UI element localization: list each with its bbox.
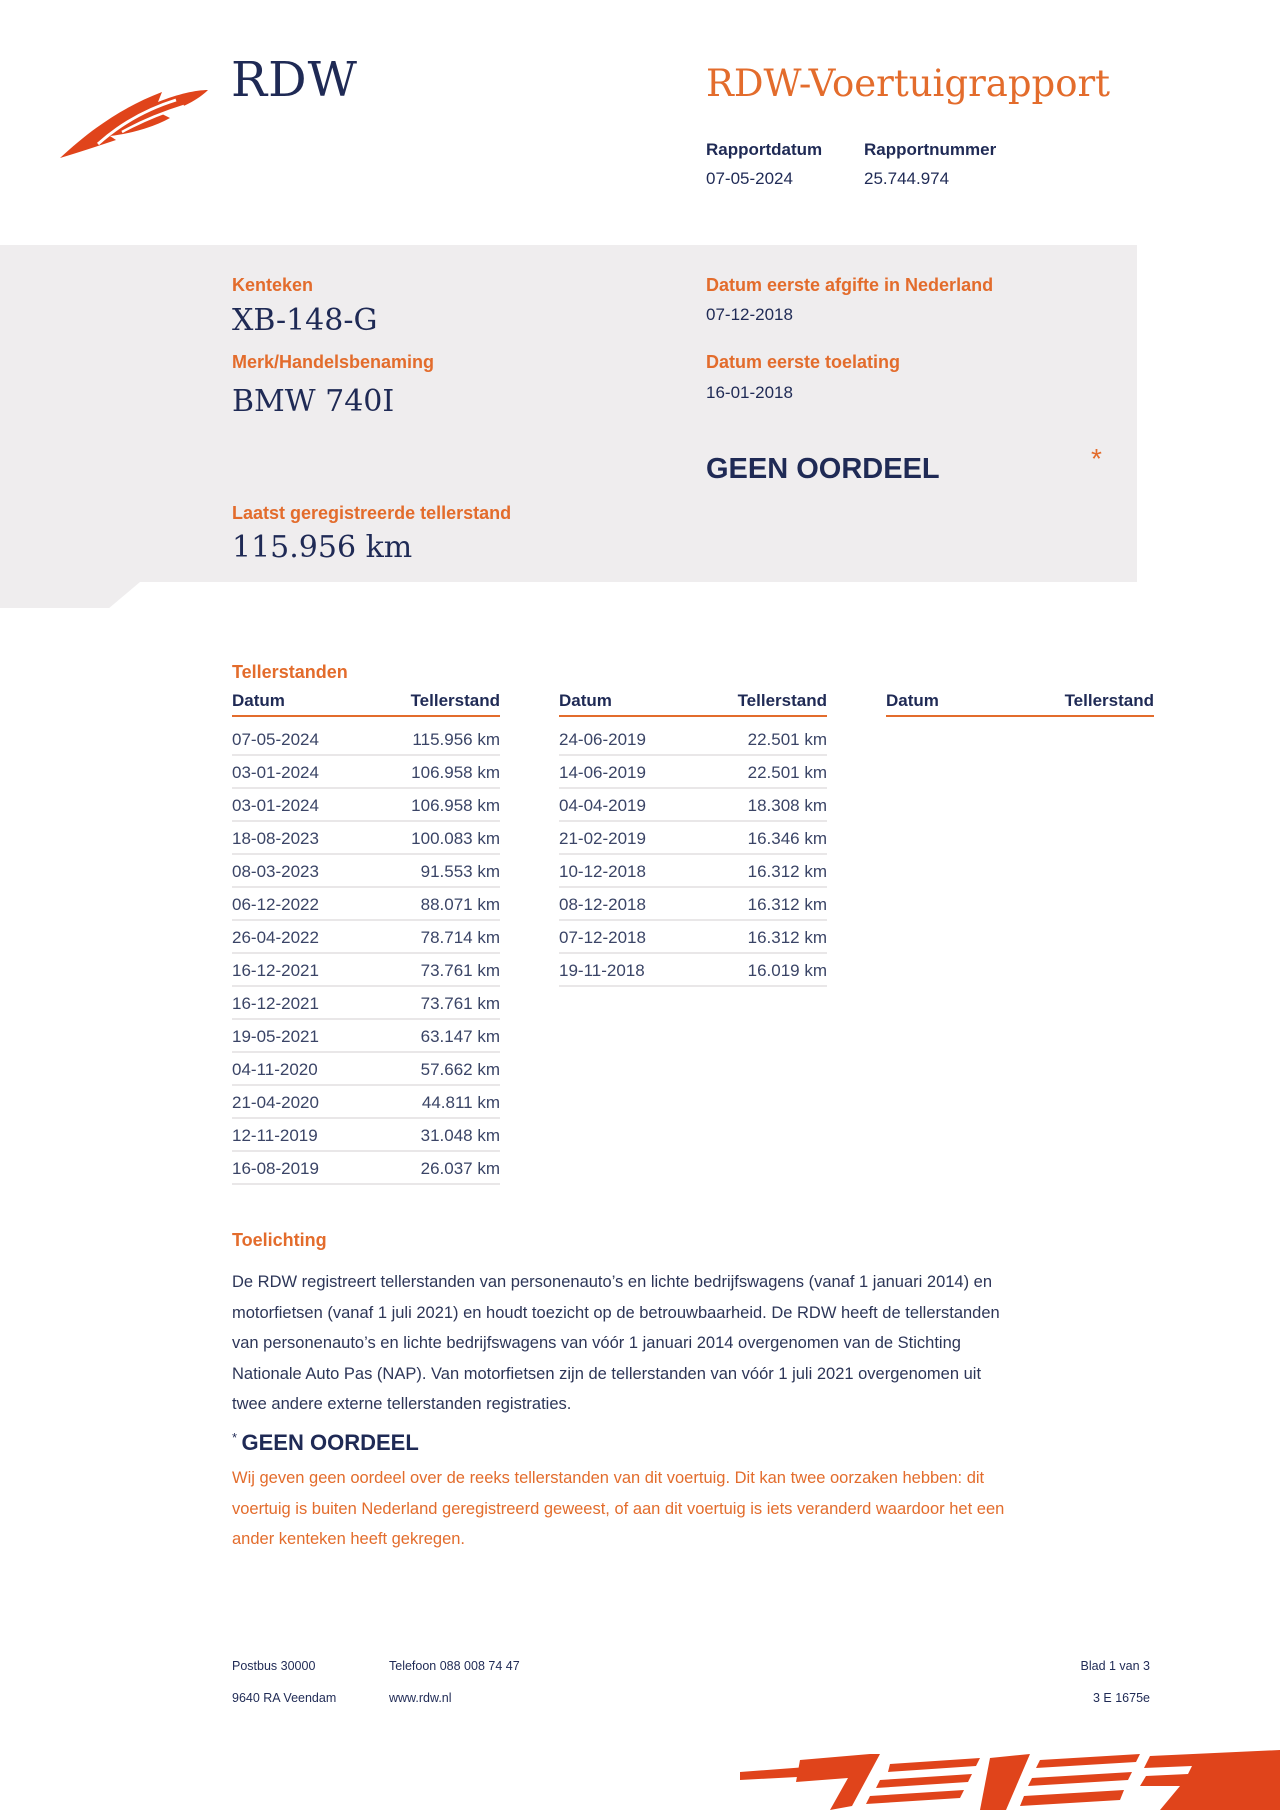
table-row: [559, 756, 827, 789]
note-line: Wij geven geen oordeel over de reeks tellerstanden van dit voertuig. Dit kan twee oorzaken hebben: dit: [232, 1469, 985, 1487]
table-row: [232, 888, 500, 921]
report-date-label: Rapportdatum: [706, 140, 823, 159]
row-date: 08-03-2023: [232, 862, 319, 881]
row-odometer: 57.662 km: [420, 1060, 500, 1079]
explanation-line: van personenauto’s en lichte bedrijfswagens van vóór 1 januari 2014 overgenomen van de Stichting: [232, 1334, 961, 1352]
plate-label: Kenteken: [232, 275, 314, 295]
explanation-line: twee andere externe tellerstanden registraties.: [232, 1395, 572, 1413]
table-row: [559, 888, 827, 921]
panel-tab-decoration: [0, 582, 140, 608]
explanation-text: [232, 1267, 1152, 1420]
table-header: [886, 691, 1154, 717]
odometer-table-2: [559, 691, 827, 987]
table-row: [559, 954, 827, 987]
column-header-date: Datum: [559, 691, 612, 710]
table-row: [232, 1086, 500, 1119]
column-header-odometer: Tellerstand: [1064, 691, 1154, 710]
note-text: [232, 1463, 1152, 1555]
table-row: [232, 1020, 500, 1053]
first-admission-value: 16-01-2018: [706, 383, 793, 402]
row-date: 08-12-2018: [559, 895, 646, 914]
row-date: 04-04-2019: [559, 796, 646, 815]
row-date: 21-02-2019: [559, 829, 646, 848]
row-odometer: 78.714 km: [420, 928, 500, 947]
footer-document-code: 3 E 1675e: [1093, 1691, 1150, 1705]
row-date: 07-05-2024: [232, 730, 319, 749]
row-odometer: 31.048 km: [420, 1126, 500, 1145]
verdict-text: GEEN OORDEEL: [706, 453, 940, 485]
row-odometer: 91.553 km: [420, 862, 500, 881]
row-odometer: 16.312 km: [747, 862, 827, 881]
document-title: RDW-Voertuigrapport: [706, 62, 1111, 105]
table-row: [559, 723, 827, 756]
row-date: 07-12-2018: [559, 928, 646, 947]
row-odometer: 73.761 km: [420, 994, 500, 1013]
last-odometer-value: 115.956 km: [232, 530, 413, 565]
first-nl-label: Datum eerste afgifte in Nederland: [706, 275, 994, 295]
odometer-table-3: [886, 691, 1154, 723]
row-date: 26-04-2022: [232, 928, 319, 947]
row-date: 18-08-2023: [232, 829, 319, 848]
table-row: [559, 822, 827, 855]
table-row: [559, 921, 827, 954]
row-date: 14-06-2019: [559, 763, 646, 782]
footer-city: 9640 RA Veendam: [232, 1691, 337, 1705]
row-odometer: 26.037 km: [420, 1159, 500, 1178]
footer-phone: Telefoon 088 008 74 47: [389, 1659, 520, 1673]
row-date: 04-11-2020: [232, 1060, 318, 1079]
verdict-star: *: [1091, 443, 1102, 474]
odometer-table-1: [232, 691, 500, 1185]
row-date: 16-08-2019: [232, 1159, 319, 1178]
report-number-label: Rapportnummer: [864, 140, 997, 159]
row-odometer: 44.811 km: [421, 1093, 500, 1112]
note-title: GEEN OORDEEL: [241, 1430, 419, 1455]
row-odometer: 100.083 km: [411, 829, 500, 848]
explanation-line: Nationale Auto Pas (NAP). Van motorfietsen zijn de tellerstanden van vóór 1 juli 2021 overgenomen uit: [232, 1364, 982, 1383]
row-odometer: 88.071 km: [420, 895, 500, 914]
table-header: [559, 691, 827, 717]
table-row: [232, 921, 500, 954]
table-row: [232, 1119, 500, 1152]
footer-page-number: Blad 1 van 3: [1080, 1659, 1150, 1673]
row-date: 24-06-2019: [559, 730, 646, 749]
column-header-odometer: Tellerstand: [737, 691, 827, 710]
footer-address: Postbus 30000: [232, 1659, 316, 1673]
row-odometer: 63.147 km: [420, 1027, 500, 1046]
row-date: 16-12-2021: [232, 994, 319, 1013]
explanation-line: motorfietsen (vanaf 1 juli 2021) en houdt toezicht op de betrouwbaarheid. De RDW heeft de tellerstanden: [232, 1303, 1000, 1322]
table-row: [232, 822, 500, 855]
note-line: ander kenteken heeft gekregen.: [232, 1530, 466, 1548]
table-row: [232, 723, 500, 756]
table-row: [559, 855, 827, 888]
footer-website[interactable]: www.rdw.nl: [389, 1691, 452, 1705]
report-number: 25.744.974: [864, 169, 950, 188]
table-header: [232, 691, 500, 717]
row-odometer: 16.019 km: [747, 961, 827, 980]
logo-text: RDW: [231, 52, 358, 108]
table-row: [232, 1152, 500, 1185]
row-date: 03-01-2024: [232, 796, 319, 815]
row-date: 10-12-2018: [559, 862, 646, 881]
row-date: 19-05-2021: [232, 1027, 319, 1046]
last-odometer-label: Laatst geregistreerde tellerstand: [232, 503, 512, 523]
row-odometer: 16.312 km: [747, 928, 827, 947]
odometer-section-title: Tellerstanden: [232, 662, 348, 682]
brand-label: Merk/Handelsbenaming: [232, 352, 435, 372]
row-date: 06-12-2022: [232, 895, 319, 914]
table-row: [232, 987, 500, 1020]
table-row: [232, 954, 500, 987]
table-row: [232, 756, 500, 789]
row-date: 12-11-2019: [232, 1126, 318, 1145]
row-odometer: 106.958 km: [411, 796, 500, 815]
row-odometer: 73.761 km: [420, 961, 500, 980]
row-date: 19-11-2018: [559, 961, 645, 980]
table-row: [232, 855, 500, 888]
row-odometer: 106.958 km: [411, 763, 500, 782]
row-odometer: 16.312 km: [747, 895, 827, 914]
explanation-title: Toelichting: [232, 1230, 327, 1250]
row-odometer: 16.346 km: [747, 829, 827, 848]
row-date: 16-12-2021: [232, 961, 319, 980]
row-date: 21-04-2020: [232, 1093, 319, 1112]
table-row: [232, 1053, 500, 1086]
rdw-logo-icon: [58, 80, 208, 162]
row-odometer: 18.308 km: [747, 796, 827, 815]
note-line: voertuig is buiten Nederland geregistreerd geweest, of aan dit voertuig is iets veranderd waardoor het een: [232, 1499, 1005, 1518]
row-date: 03-01-2024: [232, 763, 319, 782]
row-odometer: 22.501 km: [747, 730, 827, 749]
first-nl-value: 07-12-2018: [706, 305, 793, 324]
report-date: 07-05-2024: [706, 169, 793, 188]
row-odometer: 115.956 km: [412, 730, 500, 749]
table-row: [559, 789, 827, 822]
column-header-odometer: Tellerstand: [410, 691, 500, 710]
plate-value: XB-148-G: [232, 303, 378, 338]
table-row: [232, 789, 500, 822]
brand-value: BMW 740I: [232, 384, 395, 419]
rdw-stripes-decoration-icon: [740, 1750, 1280, 1810]
column-header-date: Datum: [232, 691, 285, 710]
note-star: *: [232, 1430, 238, 1445]
note-heading: [232, 1430, 419, 1456]
row-odometer: 22.501 km: [747, 763, 827, 782]
first-admission-label: Datum eerste toelating: [706, 352, 901, 372]
explanation-line: De RDW registreert tellerstanden van personenauto’s en lichte bedrijfswagens (vanaf 1 januari 2014) en: [232, 1273, 993, 1291]
column-header-date: Datum: [886, 691, 939, 710]
